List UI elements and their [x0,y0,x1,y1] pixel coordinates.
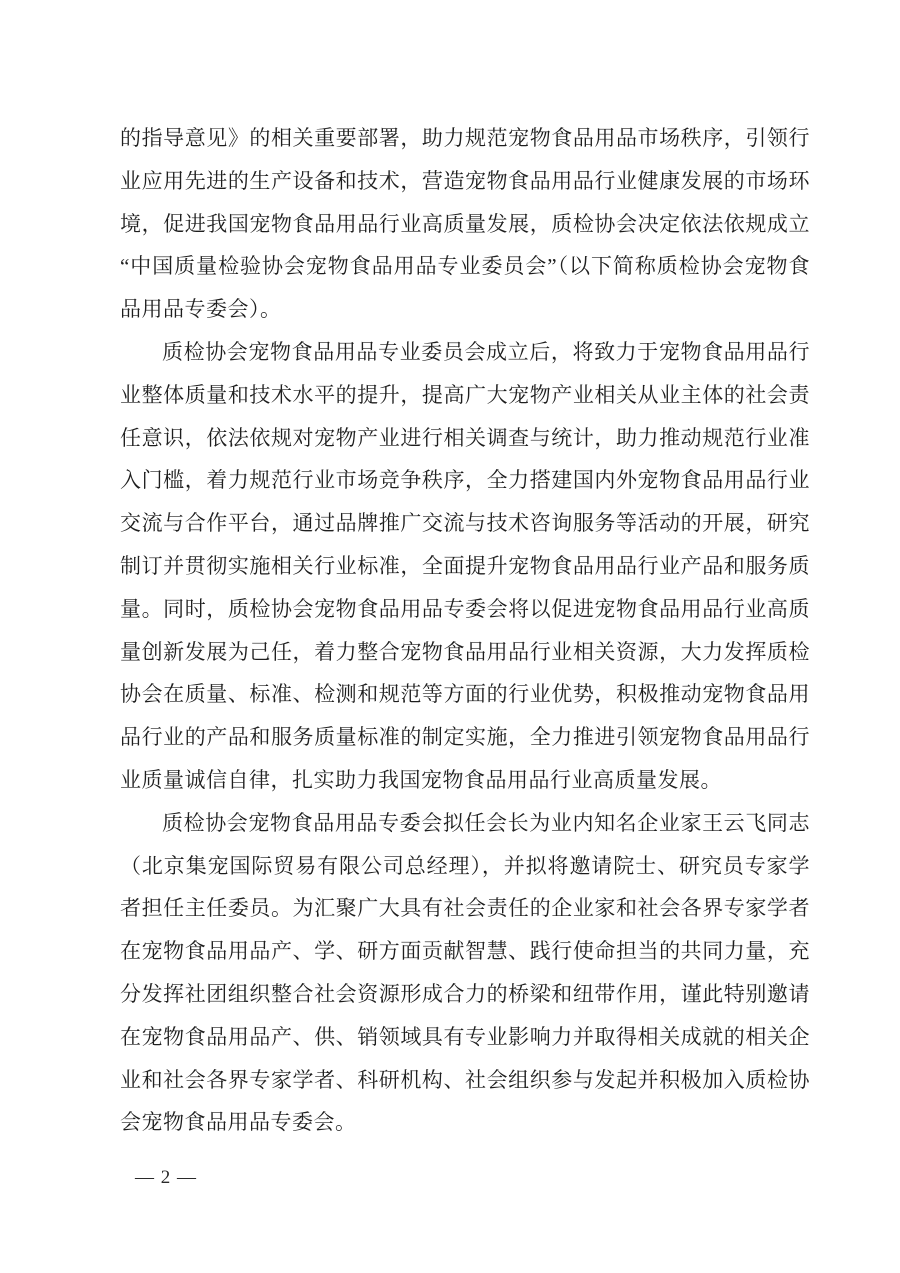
document-body [120,117,810,1144]
paragraph-committee-mission: 质检协会宠物食品用品专业委员会成立后，将致力于宠物食品用品行业整体质量和技术水平的提升，提高广大宠物产业相关从业主体的社会责任意识，依法依规对宠物产业进行相关调查与统计，助力推动规范行业准入门槛，着力规范行业市场竞争秩序，全力搭建国内外宠物食品用品行业交流与合作平台，通过品牌推广交流与技术咨询服务等活动的开展，研究制订并贯彻实施相关行业标准，全面提升宠物食品用品行业产品和服务质量。同时，质检协会宠物食品用品专委会将以促进宠物食品用品行业高质量创新发展为己任，着力整合宠物食品用品行业相关资源，大力发挥质检协会在质量、标准、检测和规范等方面的行业优势，积极推动宠物食品用品行业的产品和服务质量标准的制定实施，全力推进引领宠物食品用品行业质量诚信自律，扎实助力我国宠物食品用品行业高质量发展。 [120,339,810,792]
paragraph-continuation: 的指导意见》的相关重要部署，助力规范宠物食品用品市场秩序，引领行业应用先进的生产设备和技术，营造宠物食品用品行业健康发展的市场环境，促进我国宠物食品用品行业高质量发展，质检协会决定依法依规成立“中国质量检验协会宠物食品用品专业委员会”（以下简称质检协会宠物食品用品专委会）。 [120,126,810,322]
paragraph-invitation: 质检协会宠物食品用品专委会拟任会长为业内知名企业家王云飞同志（北京集宠国际贸易有限公司总经理），并拟将邀请院士、研究员专家学者担任主任委员。为汇聚广大具有社会责任的企业家和社会各界专家学者在宠物食品用品产、学、研方面贡献智慧、践行使命担当的共同力量，充分发挥社团组织整合社会资源形成合力的桥梁和纽带作用，谨此特别邀请在宠物食品用品产、供、销领域具有专业影响力并取得相关成就的相关企业和社会各界专家学者、科研机构、社会组织参与发起并积极加入质检协会宠物食品用品专委会。 [120,810,810,1135]
page-number: — 2 — [135,1167,197,1188]
